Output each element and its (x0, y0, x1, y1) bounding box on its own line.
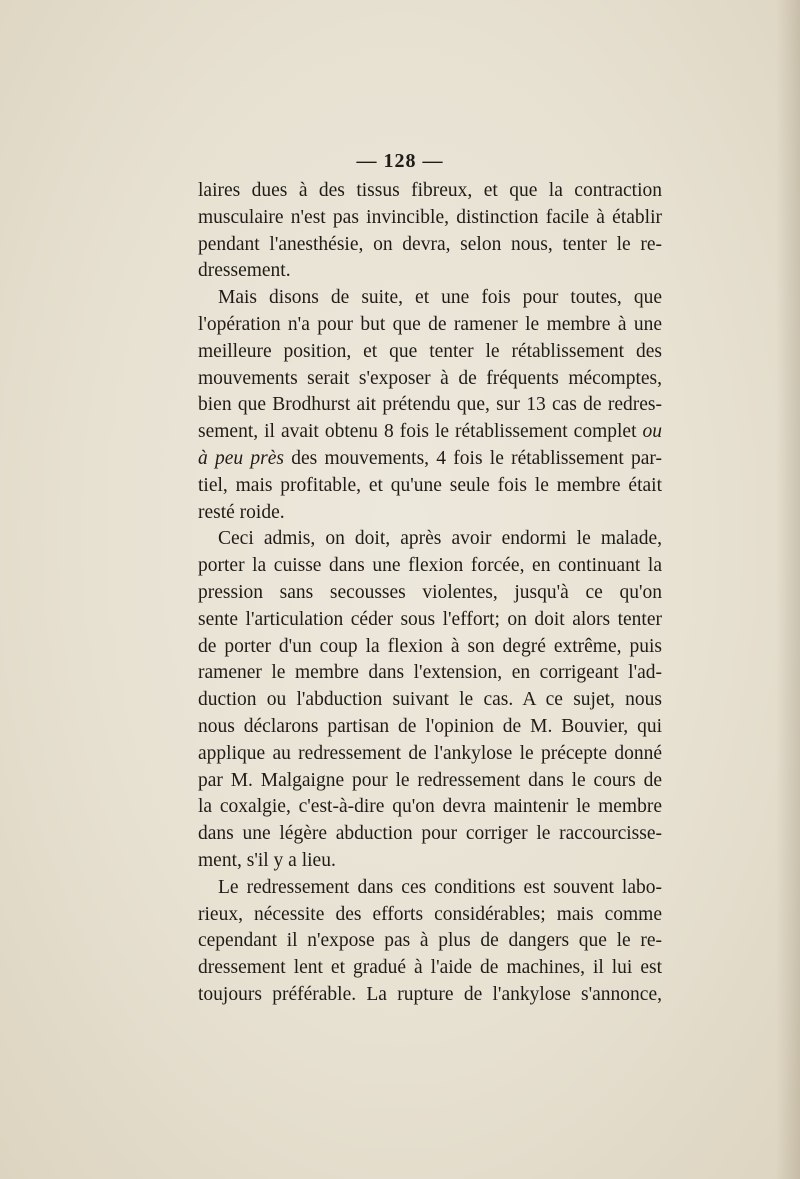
text-line: mouvements serait s'exposer à de fréquents mécomptes, (198, 367, 662, 389)
text-line: ramener le membre dans l'extension, en corrigeant l'ad- (198, 662, 662, 684)
text-line: dans une légère abduction pour corriger le raccourcisse- (198, 823, 662, 845)
italic-phrase: ou (642, 421, 662, 443)
text-line: dressement. (198, 260, 291, 282)
text-line: de porter d'un coup la flexion à son degré extrême, puis (198, 635, 662, 657)
text-line: par M. Malgaigne pour le redressement dans le cours de (198, 769, 662, 791)
text-line: tiel, mais profitable, et qu'une seule fois le membre était (198, 474, 662, 496)
italic-phrase: à peu près (198, 447, 284, 469)
text-line: laires dues à des tissus fibreux, et que la contraction (198, 180, 662, 201)
text-line: l'opération n'a pour but que de ramener le membre à une (198, 313, 662, 335)
text-line: rieux, nécessite des efforts considérables; mais comme (198, 903, 662, 925)
body-text (198, 178, 662, 1009)
text-line-with-italic (198, 446, 662, 473)
text-line: pression sans secousses violentes, jusqu'à ce qu'on (198, 581, 662, 603)
text-line: ment, s'il y a lieu. (198, 849, 336, 871)
paragraph-2 (198, 285, 662, 526)
text-line-with-italic (198, 419, 662, 446)
text-line: pendant l'anesthésie, on devra, selon nous, tenter le re- (198, 233, 662, 255)
text-line: porter la cuisse dans une flexion forcée, en continuant la (198, 555, 662, 577)
text-fragment: sement, il avait obtenu 8 fois le rétablissement complet (198, 421, 637, 443)
text-line: Le redressement dans ces conditions est souvent labo- (218, 876, 662, 898)
text-line: resté roide. (198, 501, 285, 523)
text-line: la coxalgie, c'est-à-dire qu'on devra maintenir le membre (198, 796, 662, 818)
text-line: dressement lent et gradué à l'aide de machines, il lui est (198, 957, 662, 979)
text-line: Mais disons de suite, et une fois pour toutes, que (218, 287, 662, 309)
paragraph-1 (198, 178, 662, 285)
paragraph-4 (198, 875, 662, 1009)
text-line: duction ou l'abduction suivant le cas. A ce sujet, nous (198, 689, 662, 711)
text-line: toujours préférable. La rupture de l'ankylose s'annonce, (198, 983, 662, 1005)
text-line: musculaire n'est pas invincible, distinction facile à établir (198, 206, 662, 228)
text-line: nous déclarons partisan de l'opinion de M. Bouvier, qui (198, 715, 662, 737)
text-line: Ceci admis, on doit, après avoir endormi le malade, (218, 528, 662, 550)
text-fragment: des mouvements, 4 fois le rétablissement par- (291, 447, 663, 469)
text-line: cependant il n'expose pas à plus de dangers que le re- (198, 930, 662, 952)
text-line: sente l'articulation céder sous l'effort; on doit alors tenter (198, 608, 662, 630)
paragraph-3 (198, 526, 662, 874)
page-edge-shadow (776, 0, 800, 1179)
text-line: bien que Brodhurst ait prétendu que, sur 13 cas de redres- (198, 394, 662, 416)
text-line: applique au redressement de l'ankylose le précepte donné (198, 742, 662, 764)
page-number: — 128 — (356, 150, 444, 172)
text-line: meilleure position, et que tenter le rétablissement des (198, 340, 662, 362)
